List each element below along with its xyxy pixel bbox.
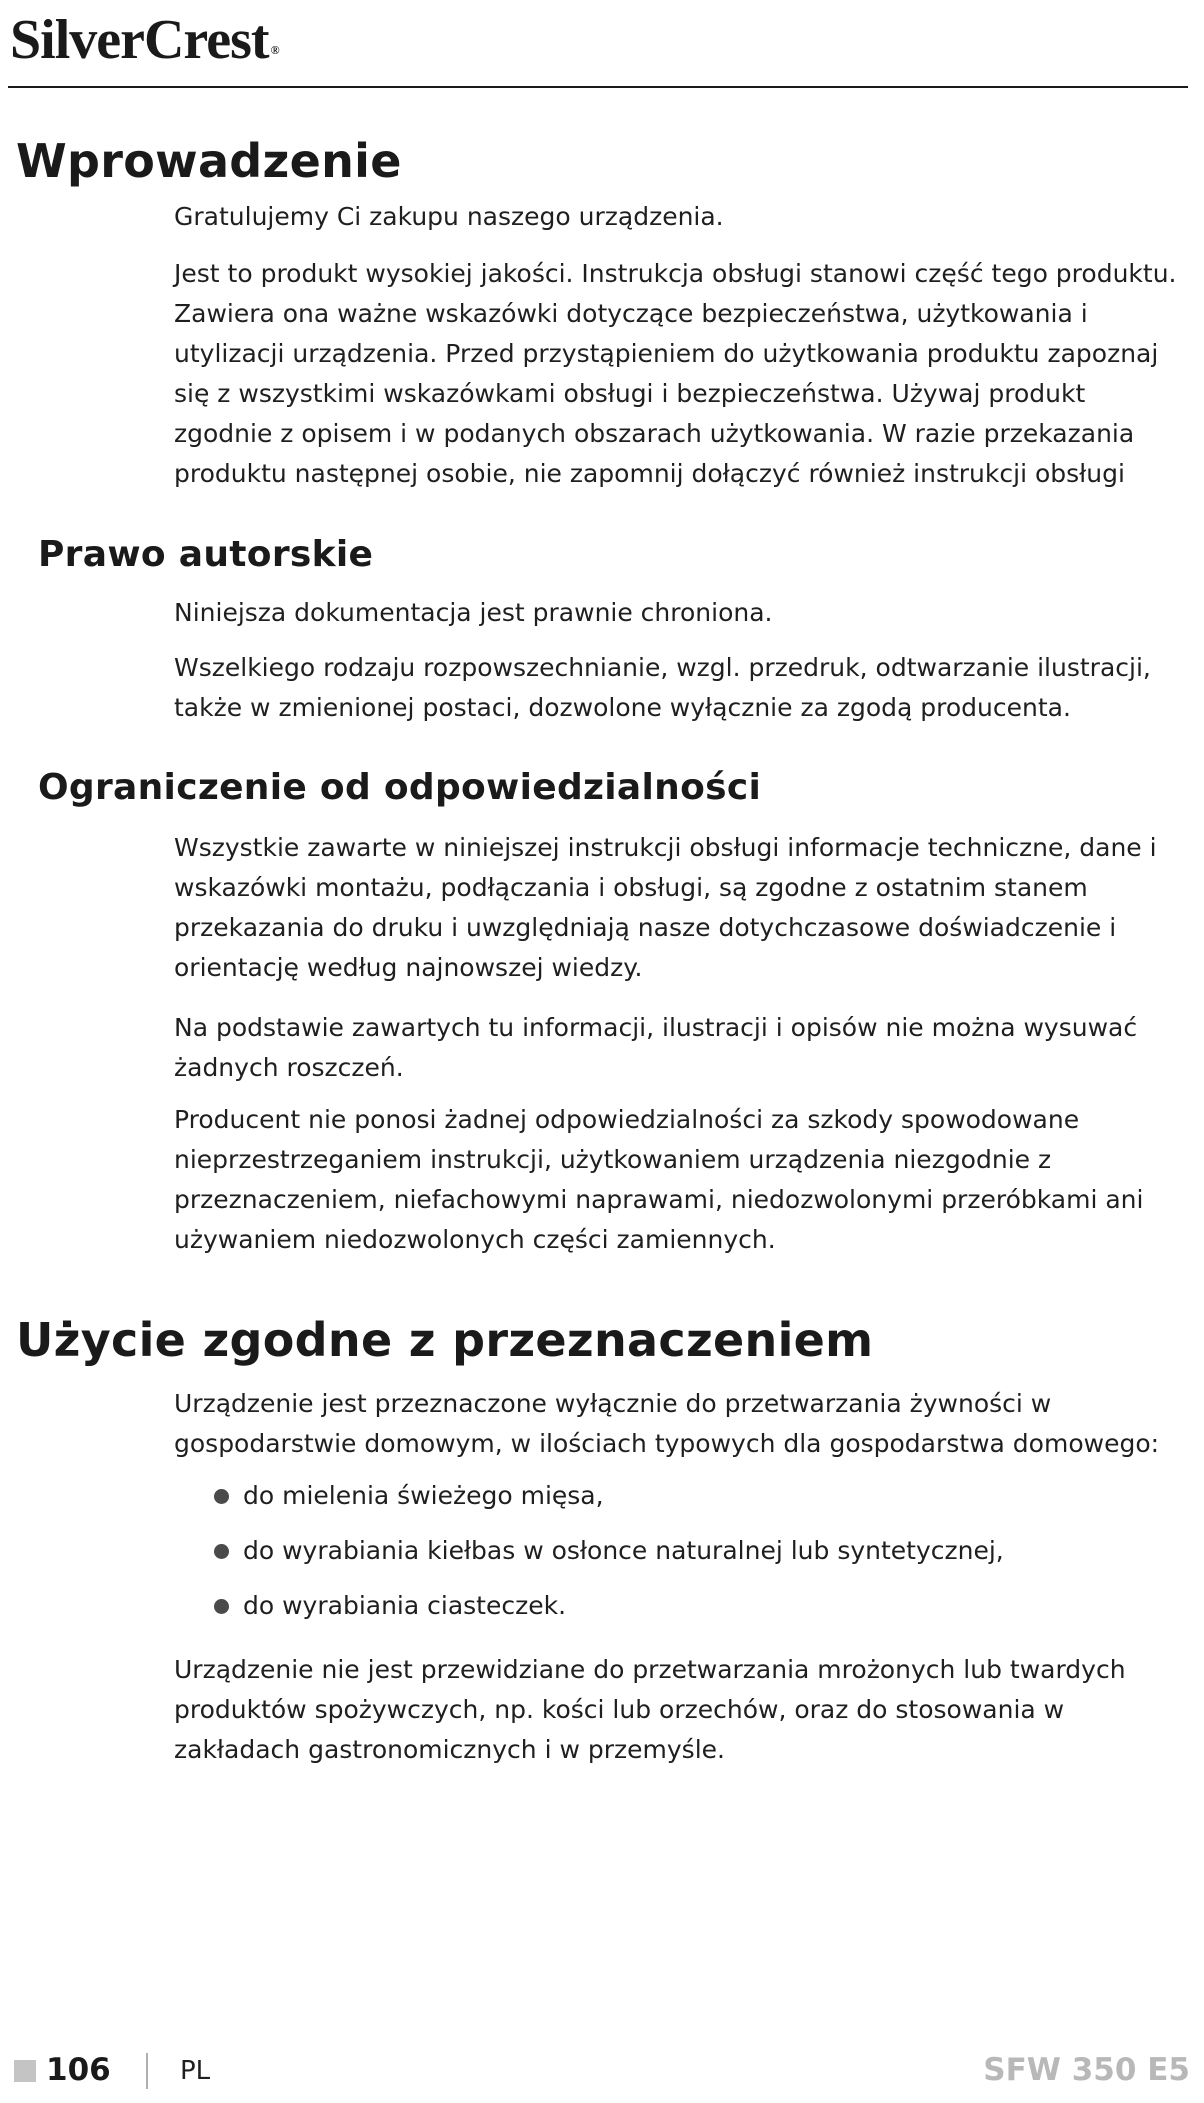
intro-paragraph-1: Gratulujemy Ci zakupu naszego urządzenia. (174, 202, 724, 231)
intended-use-paragraph-2: Urządzenie nie jest przewidziane do przetwarzania mrożonych lub twardych produktów spożywczych, np. kości lub orzechów, oraz do stosowania w zakładach gastronomicznych i w przemyśle. (174, 1655, 1126, 1764)
page-number: 106 (46, 2052, 111, 2088)
section-title-intro: Wprowadzenie (16, 134, 402, 188)
section-title-copyright: Prawo autorskie (38, 534, 374, 575)
list-item (214, 1586, 1004, 1626)
copyright-paragraph-2: Wszelkiego rodzaju rozpowszechnianie, wzgl. przedruk, odtwarzanie ilustracji, także w zmienionej postaci, dozwolone wyłącznie za zgodą producenta. (174, 653, 1151, 722)
liability-paragraph-2: Na podstawie zawartych tu informacji, ilustracji i opisów nie można wysuwać żadnych roszczeń. (174, 1013, 1138, 1082)
copyright-paragraph-1: Niniejsza dokumentacja jest prawnie chroniona. (174, 598, 773, 627)
intended-use-paragraph-1: Urządzenie jest przeznaczone wyłącznie do przetwarzania żywności w gospodarstwie domowym, w ilościach typowych dla gospodarstwa domowego: (174, 1389, 1160, 1458)
section-title-liability: Ograniczenie od odpowiedzialności (38, 767, 762, 808)
brand-name: SilverCrest (10, 9, 269, 71)
list-item (214, 1531, 1004, 1571)
bullet-icon (214, 1489, 229, 1504)
registered-mark: ® (270, 43, 279, 57)
footer-divider (146, 2053, 148, 2089)
language-code: PL (180, 2056, 211, 2086)
intended-use-list (214, 1476, 1004, 1641)
page-marker-icon (14, 2060, 36, 2082)
brand-logo (10, 6, 279, 74)
list-item-text: do mielenia świeżego mięsa, (243, 1481, 604, 1510)
liability-paragraph-1: Wszystkie zawarte w niniejszej instrukcji obsługi informacje techniczne, dane i wskazówki montażu, podłączania i obsługi, są zgodne z ostatnim stanem przekazania do druku i uwzględniają nasze dotychczasowe doświadczenie i orientację według najnowszej wiedzy. (174, 833, 1157, 982)
intro-paragraph-2: Jest to produkt wysokiej jakości. Instrukcja obsługi stanowi część tego produktu. Zawiera ona ważne wskazówki dotyczące bezpieczeństwa, użytkowania i utylizacji urządzenia. Przed przystąpieniem do użytkowania produktu zapoznaj się z wszystkimi wskazówkami obsługi i bezpieczeństwa. Używaj produkt zgodnie z opisem i w podanych obszarach użytkowania. W razie przekazania produktu następnej osobie, nie zapomnij dołączyć również instrukcji obsługi (174, 259, 1177, 488)
model-number: SFW 350 E5 (983, 2052, 1190, 2088)
list-item-text: do wyrabiania kiełbas w osłonce naturalnej lub syntetycznej, (243, 1536, 1004, 1565)
bullet-icon (214, 1599, 229, 1614)
section-title-intended-use: Użycie zgodne z przeznaczeniem (16, 1313, 874, 1367)
header-divider (8, 86, 1188, 88)
list-item (214, 1476, 1004, 1516)
list-item-text: do wyrabiania ciasteczek. (243, 1591, 567, 1620)
bullet-icon (214, 1544, 229, 1559)
liability-paragraph-3: Producent nie ponosi żadnej odpowiedzialności za szkody spowodowane nieprzestrzeganiem instrukcji, użytkowaniem urządzenia niezgodnie z przeznaczeniem, niefachowymi naprawami, niedozwolonymi przeróbkami ani używaniem niedozwolonych części zamiennych. (174, 1105, 1144, 1254)
